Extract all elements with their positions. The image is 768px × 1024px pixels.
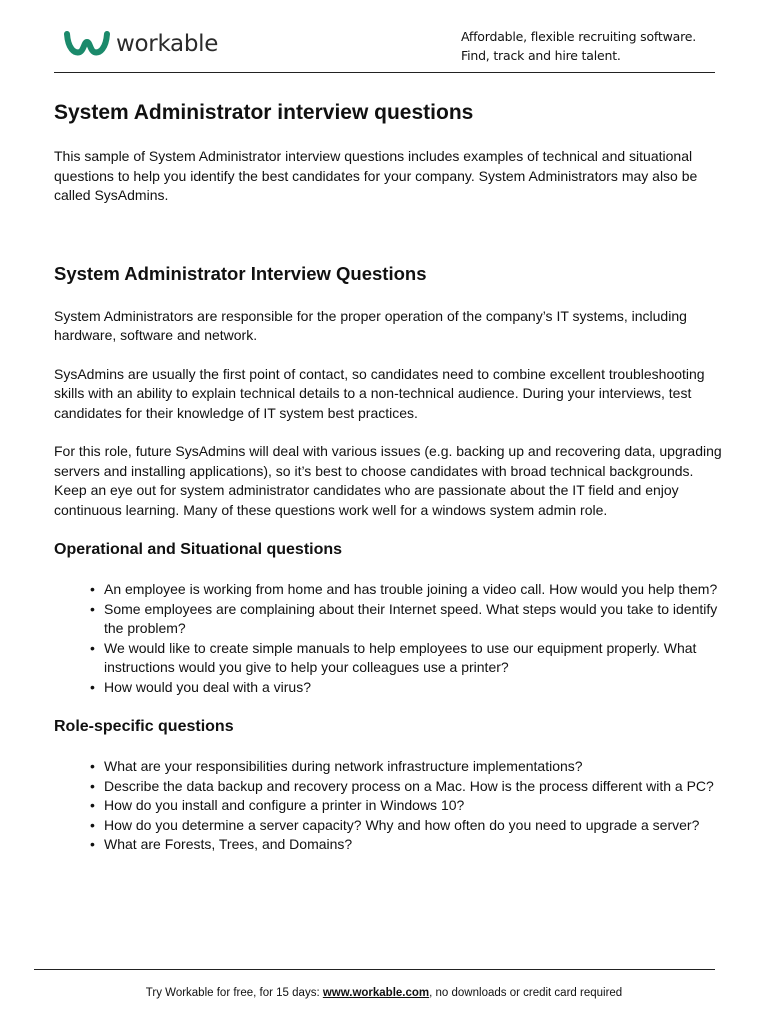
header-divider: [54, 72, 715, 73]
list-item: • How do you install and configure a printer in Windows 10?: [90, 796, 724, 816]
paragraph: For this role, future SysAdmins will deal with various issues (e.g. backing up and recovering data, upgrading servers and installing applications), so it’s best to choose candidates with broad technical backgrounds. Keep an eye out for system administrator candidates who are passionate about the IT field and enjoy continuous learning. Many of these questions work well for a windows system admin role.: [54, 443, 722, 518]
workable-logo-icon: [64, 30, 110, 58]
role-specific-questions-heading: Role-specific questions: [54, 718, 234, 735]
list-item: • How do you determine a server capacity? Why and how often do you need to upgrade a server?: [90, 816, 724, 836]
list-item: • What are Forests, Trees, and Domains?: [90, 835, 724, 855]
document-body: [54, 100, 724, 874]
page-header: [0, 0, 768, 74]
paragraph: SysAdmins are usually the first point of contact, so candidates need to combine excellent troubleshooting skills with an ability to explain technical details to a non-technical audience. During your interviews, test candidates for their knowledge of IT system best practices.: [54, 365, 705, 421]
footer-website-link[interactable]: www.workable.com: [322, 987, 430, 999]
workable-logo[interactable]: [64, 30, 218, 58]
footer-prefix: Try Workable for free, for 15 days:: [145, 987, 323, 999]
operational-questions-list: [54, 580, 724, 697]
footer-divider: [34, 969, 715, 970]
list-item: • Some employees are complaining about their Internet speed. What steps would you take to identify the problem?: [90, 600, 724, 639]
header-tagline: [461, 27, 696, 65]
list-item: • We would like to create simple manuals to help employees to use our equipment properly. What instructions would you give to help your colleagues use a printer?: [90, 639, 724, 678]
paragraph: System Administrators are responsible for the proper operation of the company’s IT systems, including hardware, software and network.: [54, 307, 687, 343]
tagline-line-2: Find, track and hire talent.: [461, 48, 621, 63]
role-specific-questions-list: [54, 757, 724, 855]
tagline-line-1: Affordable, flexible recruiting software.: [461, 29, 697, 44]
operational-questions-heading: Operational and Situational questions: [54, 541, 343, 558]
logo-wordmark: workable: [116, 30, 219, 57]
page-footer: [0, 987, 768, 999]
page-title: System Administrator interview questions: [54, 101, 474, 124]
footer-suffix: , no downloads or credit card required: [429, 987, 623, 999]
section-title: System Administrator Interview Questions: [54, 262, 427, 284]
list-item: • Describe the data backup and recovery process on a Mac. How is the process different with a PC?: [90, 777, 724, 797]
list-item: • What are your responsibilities during network infrastructure implementations?: [90, 757, 724, 777]
list-item: • How would you deal with a virus?: [90, 678, 724, 698]
list-item: • An employee is working from home and has trouble joining a video call. How would you help them?: [90, 580, 724, 600]
intro-paragraph: This sample of System Administrator interview questions includes examples of technical and situational questions to help you identify the best candidates for your company. System Administrators may also be called SysAdmins.: [54, 148, 698, 203]
